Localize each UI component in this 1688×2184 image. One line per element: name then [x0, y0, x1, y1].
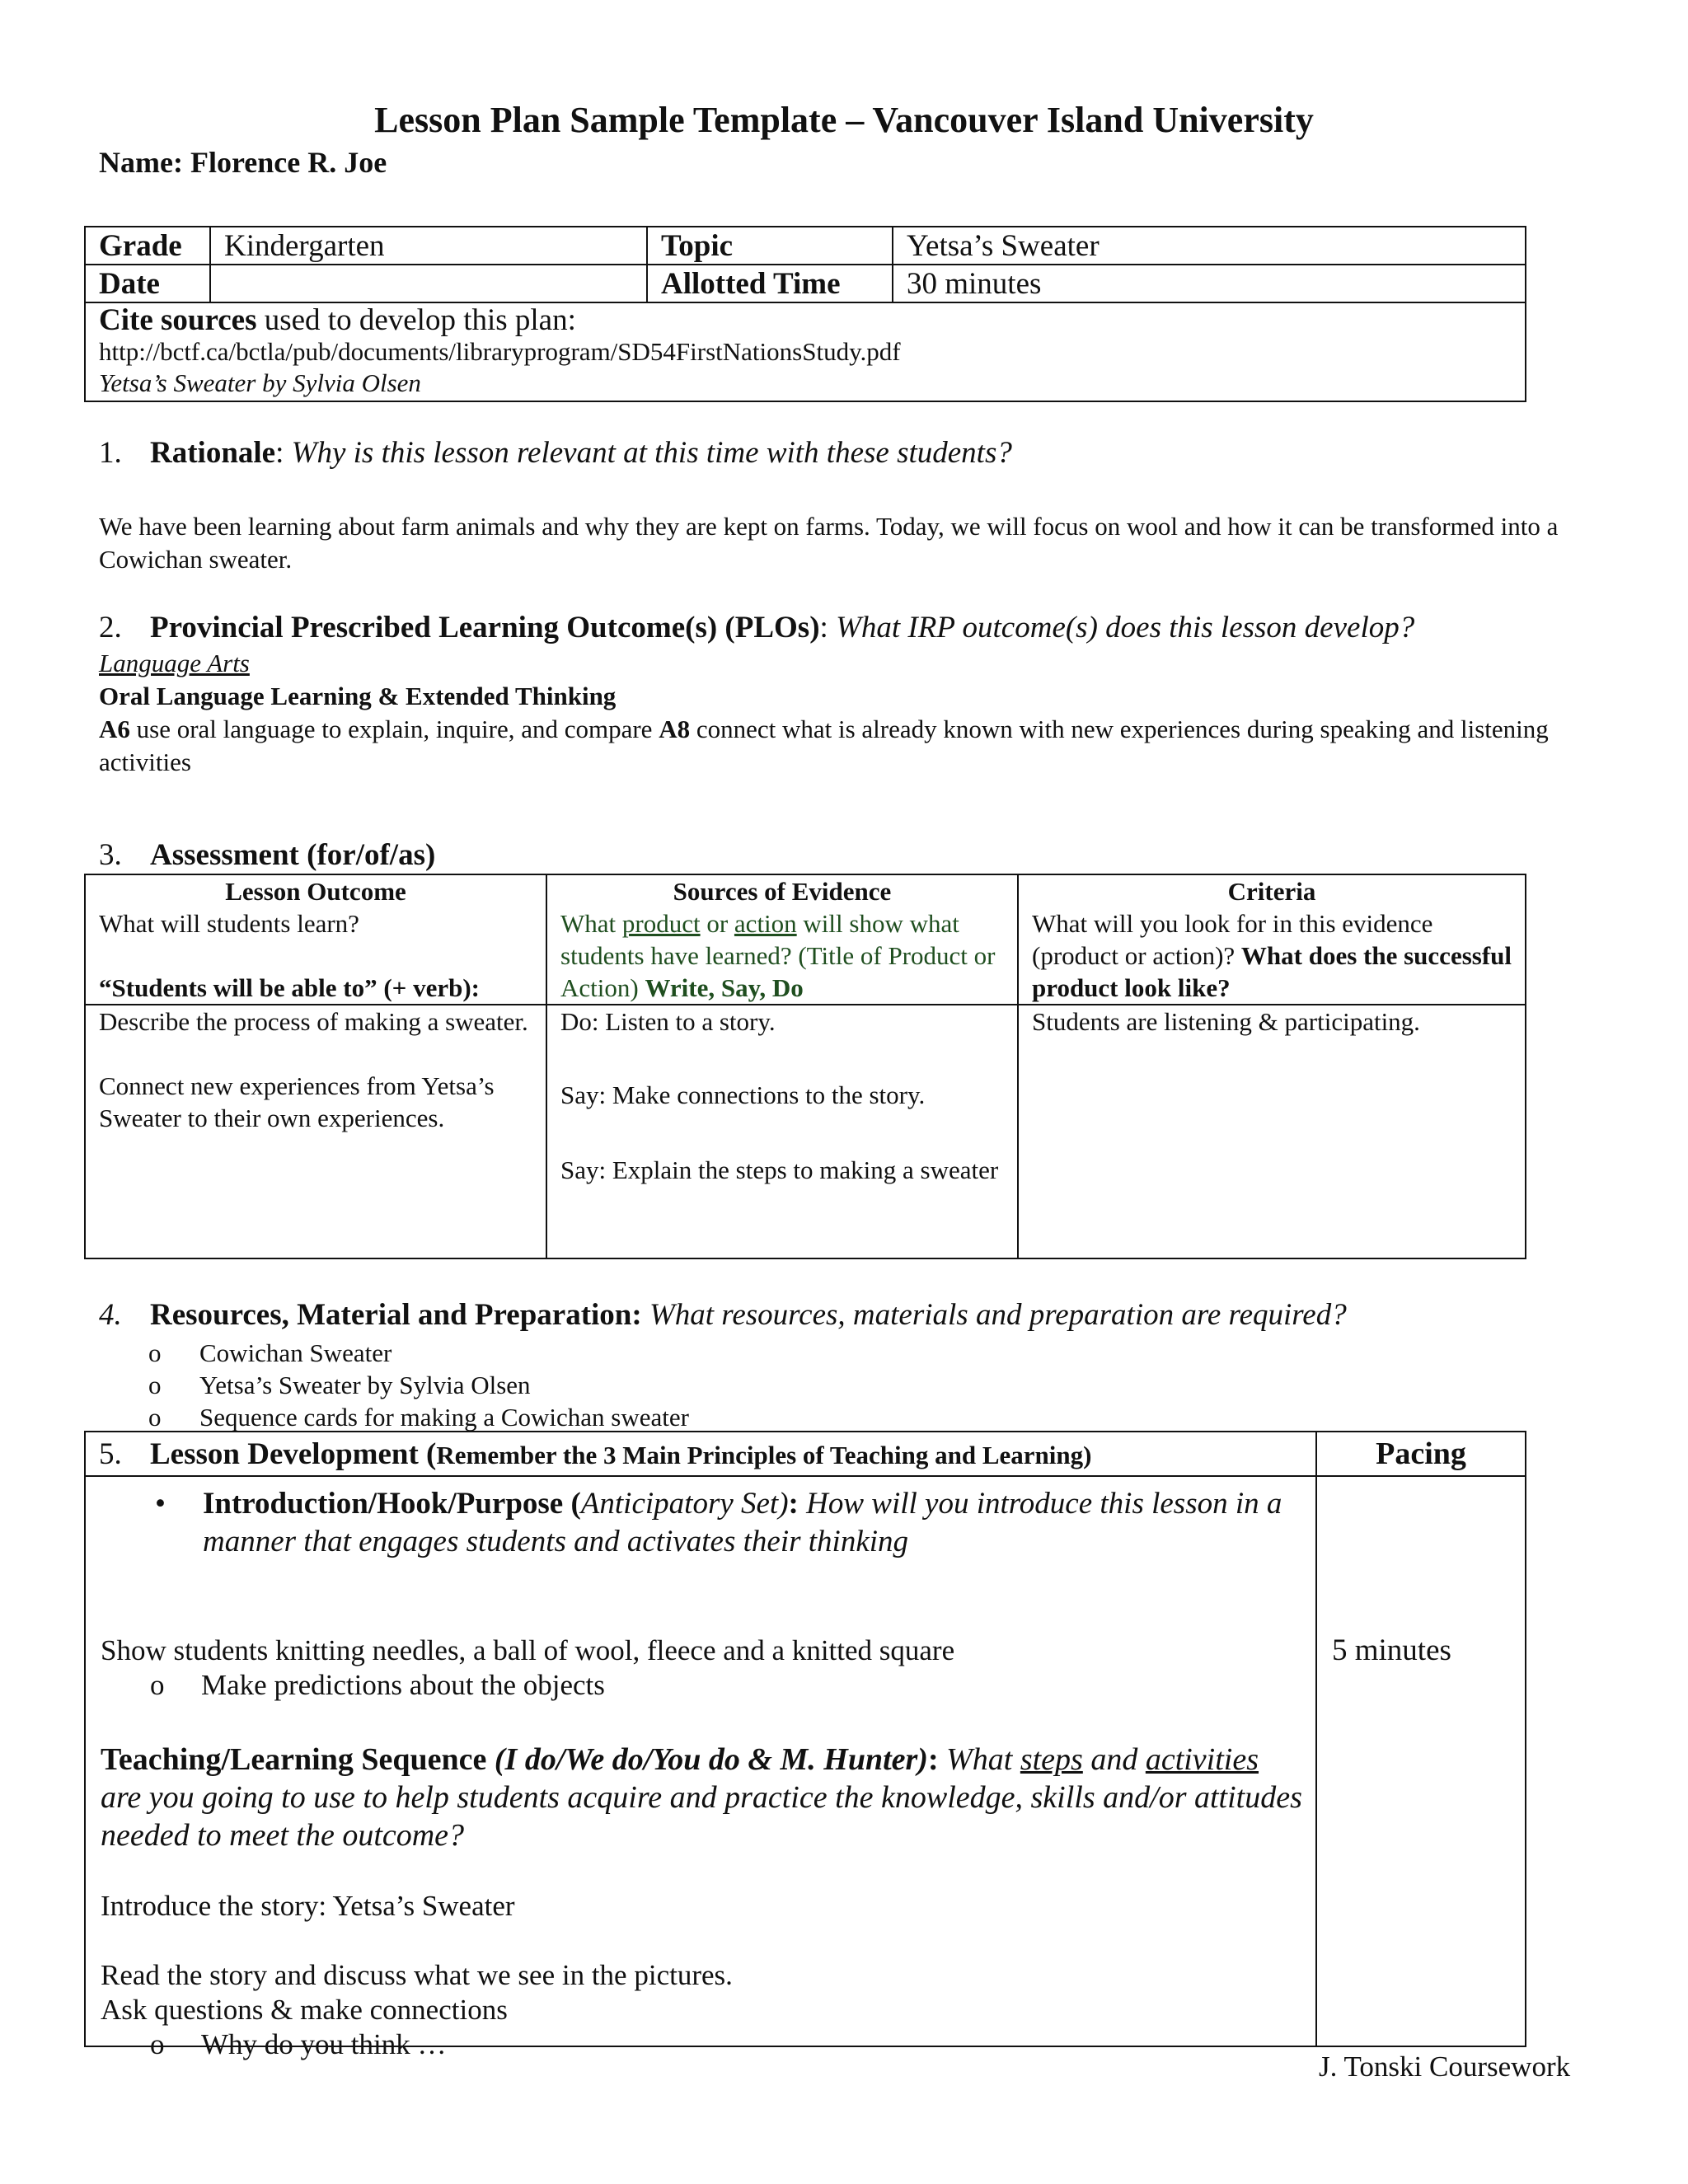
plo-strand: Oral Language Learning & Extended Thinking — [99, 682, 617, 710]
intro-question: How will you introduce this lesson in a manner that engages students and activates their thinking — [203, 1487, 1282, 1558]
topic-value: Yetsa’s Sweater — [893, 227, 1526, 265]
cite-sources-cell — [85, 302, 1526, 401]
resources-list — [148, 1337, 689, 1433]
rationale-text: We have been learning about farm animals and why they are kept on farms. Today, we will focus on wool and how it can be transformed into a Cowichan sweater. — [99, 512, 1559, 574]
plo-a6-text: use oral language to explain, inquire, and compare — [129, 715, 659, 743]
ask-questions: Ask questions & make connections — [101, 1994, 508, 2026]
list-item — [148, 1401, 689, 1433]
criteria-cell — [1018, 1005, 1526, 1258]
plo-question: What IRP outcome(s) does this lesson develop? — [836, 611, 1415, 644]
evidence-q-part: will show what students have learned? (Title of Product or Action) — [560, 909, 996, 1002]
time-value: 30 minutes — [893, 265, 1526, 302]
section-number: 4. — [99, 1298, 122, 1332]
header-table — [84, 226, 1526, 402]
cite-url: http://bctf.ca/bctla/pub/documents/libraryprogram/SD54FirstNationsStudy.pdf — [99, 337, 901, 366]
sequence-q3: are you going to use to help students acquire and practice the knowledge, skills and/or attitudes needed to meet the outcome? — [101, 1780, 1302, 1853]
date-value — [210, 265, 647, 302]
outcome-item: Describe the process of making a sweater. — [99, 1007, 528, 1036]
intro-hook-block — [147, 1485, 1301, 1561]
evidence-action: action — [734, 909, 797, 938]
section-number: 5. — [99, 1436, 122, 1471]
evidence-item: Do: Listen to a story. — [560, 1007, 776, 1036]
evidence-header-cell — [546, 874, 1018, 1005]
plo-a8-text: connect what is already known with new experiences during speaking and listening activities — [99, 715, 1549, 776]
resource-item: Sequence cards for making a Cowichan sweater — [199, 1403, 689, 1432]
cite-label: Cite sources — [99, 303, 257, 337]
rationale-heading: 1. Rationale: Why is this lesson relevant at this time with these students? — [99, 436, 1012, 470]
sequence-q1: What — [938, 1742, 1020, 1777]
outcome-col-prompt: “Students will be able to” (+ verb): — [99, 973, 480, 1002]
pacing-cell — [1316, 1476, 1526, 2046]
plo-subject: Language Arts — [99, 649, 250, 677]
section-number: 1. — [99, 436, 122, 470]
pacing-header: Pacing — [1316, 1432, 1526, 1476]
evidence-q-part: What — [560, 909, 622, 938]
section-number: 3. — [99, 838, 122, 872]
list-item — [148, 1369, 689, 1401]
cite-label-rest: used to develop this plan: — [256, 303, 576, 337]
development-label-note: Remember the 3 Main Principles of Teaching and Learning) — [436, 1440, 1092, 1469]
footer-credit: J. Tonski Coursework — [1319, 2050, 1571, 2083]
sequence-q2: and — [1082, 1742, 1146, 1777]
pacing-value: 5 minutes — [1332, 1633, 1451, 1667]
development-header — [85, 1432, 1316, 1476]
predict-text: Make predictions about the objects — [201, 1669, 605, 1701]
resource-item: Cowichan Sweater — [199, 1338, 392, 1367]
document-title: Lesson Plan Sample Template – Vancouver Island University — [374, 100, 1314, 140]
development-content — [85, 1476, 1316, 2060]
assessment-label: Assessment (for/of/as) — [150, 838, 436, 872]
criteria-col-question — [1032, 907, 1512, 1004]
outcome-cell — [85, 1005, 546, 1258]
grade-label: Grade — [85, 227, 210, 265]
criteria-header-cell — [1018, 874, 1526, 1005]
rationale-question: Why is this lesson relevant at this time with these students? — [291, 436, 1012, 470]
resources-label: Resources, Material and Preparation: — [150, 1298, 642, 1332]
sequence-activities: activities — [1145, 1742, 1259, 1777]
development-label: Lesson Development ( — [150, 1436, 437, 1471]
plo-label: Provincial Prescribed Learning Outcome(s) (PLOs) — [150, 611, 820, 644]
circle-bullet-icon: o — [150, 2028, 165, 2060]
rationale-label: Rationale — [150, 436, 276, 470]
resource-item: Yetsa’s Sweater by Sylvia Olsen — [199, 1371, 531, 1399]
list-item — [150, 1668, 605, 1703]
why-text: Why do you think … — [201, 2028, 447, 2060]
circle-bullet-icon: o — [148, 1338, 162, 1367]
criteria-q-bold: What does the successful product look like? — [1032, 941, 1512, 1002]
resources-heading — [99, 1297, 1347, 1333]
sequence-bold-italic: (I do/We do/You do & M. Hunter) — [494, 1742, 928, 1777]
lesson-development-table — [84, 1431, 1526, 2060]
circle-bullet-icon: o — [150, 1669, 165, 1701]
evidence-col-title: Sources of Evidence — [673, 877, 892, 906]
evidence-item: Say: Make connections to the story. — [560, 1080, 926, 1109]
date-label: Date — [85, 265, 210, 302]
plo-a8-code: A8 — [659, 715, 691, 743]
grade-value: Kindergarten — [210, 227, 647, 265]
evidence-col-question — [560, 907, 1004, 1004]
section-number: 2. — [99, 611, 122, 644]
read-story: Read the story and discuss what we see in the pictures. — [101, 1959, 733, 1991]
bullet-icon: • — [155, 1487, 166, 1521]
intro-italic: Anticipatory Set) — [580, 1487, 789, 1521]
plo-heading: 2. Provincial Prescribed Learning Outcome(s) (PLOs): What IRP outcome(s) does this lesson develop? — [99, 611, 1415, 644]
introduce-story: Introduce the story: Yetsa’s Sweater — [101, 1890, 515, 1922]
sequence-colon: : — [927, 1742, 939, 1777]
intro-colon: : — [788, 1487, 799, 1521]
topic-label: Topic — [647, 227, 893, 265]
evidence-cell — [546, 1005, 1018, 1258]
evidence-q-part: or — [700, 909, 734, 938]
assessment-heading — [99, 837, 435, 873]
resources-question: What resources, materials and preparation are required? — [649, 1298, 1347, 1332]
criteria-item: Students are listening & participating. — [1032, 1007, 1420, 1036]
sequence-steps: steps — [1020, 1742, 1083, 1777]
evidence-write-say-do: Write, Say, Do — [645, 973, 804, 1002]
plo-a6-code: A6 — [99, 715, 130, 743]
circle-bullet-icon: o — [148, 1371, 162, 1399]
show-text: Show students knitting needles, a ball of wool, fleece and a knitted square — [101, 1634, 955, 1666]
intro-bold: Introduction/Hook/Purpose ( — [203, 1487, 581, 1521]
outcome-item: Connect new experiences from Yetsa’s Sweater to their own experiences. — [99, 1071, 495, 1132]
sequence-bold: Teaching/Learning Sequence — [101, 1742, 495, 1777]
assessment-table — [84, 874, 1526, 1259]
criteria-col-title: Criteria — [1227, 877, 1316, 906]
cite-book: Yetsa’s Sweater by Sylvia Olsen — [99, 368, 421, 397]
sequence-heading — [101, 1741, 1304, 1854]
list-item — [148, 1337, 689, 1369]
outcome-col-question: What will students learn? — [99, 909, 359, 938]
circle-bullet-icon: o — [148, 1403, 162, 1432]
author-name: Name: Florence R. Joe — [99, 146, 387, 179]
outcome-header-cell — [85, 874, 546, 1005]
criteria-q-text: What will you look for in this evidence (product or action)? — [1032, 909, 1433, 970]
evidence-item: Say: Explain the steps to making a sweater — [560, 1155, 999, 1184]
time-label: Allotted Time — [647, 265, 893, 302]
plo-body — [99, 647, 1582, 779]
evidence-product: product — [621, 909, 701, 938]
list-item — [150, 2027, 446, 2062]
outcome-col-title: Lesson Outcome — [225, 877, 406, 906]
